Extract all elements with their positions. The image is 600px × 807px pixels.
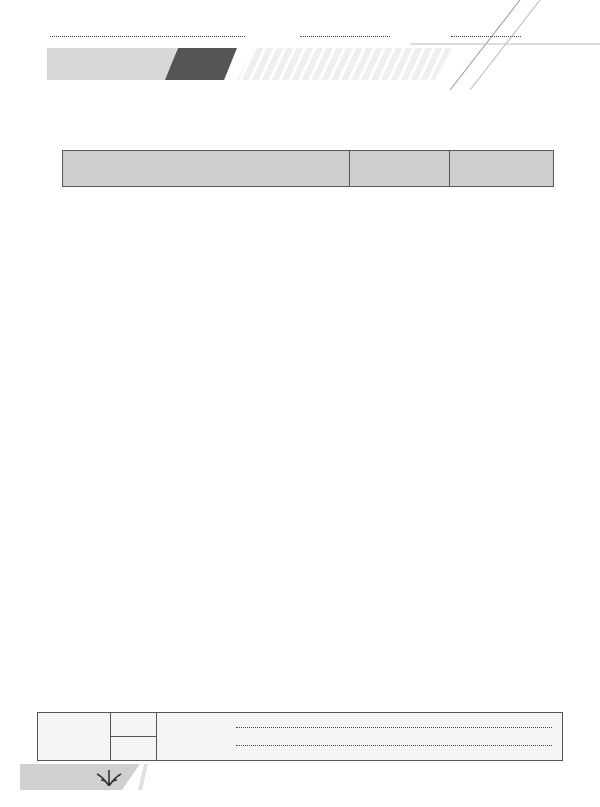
- section-title-box: [47, 48, 177, 80]
- section-header: [47, 48, 447, 80]
- sprout-icon: [95, 768, 123, 786]
- level-label: [38, 713, 111, 760]
- class-field[interactable]: [300, 26, 390, 37]
- level-cell: [110, 737, 156, 760]
- header-situation: [63, 151, 350, 187]
- assessment-footer: [37, 712, 563, 761]
- situation-table: [62, 150, 554, 187]
- header-happy: [350, 151, 450, 187]
- skill-code-cell: [110, 713, 156, 737]
- page-stripe: [138, 764, 148, 790]
- section-number: [165, 48, 237, 80]
- name-line[interactable]: [50, 27, 245, 37]
- name-field[interactable]: [50, 26, 245, 37]
- teacher-note-line-1[interactable]: [236, 727, 552, 728]
- page-footer: [0, 764, 600, 790]
- header-sad: [450, 151, 554, 187]
- class-line[interactable]: [300, 27, 390, 37]
- level-codes: [110, 713, 157, 760]
- teacher-note-line-2[interactable]: [236, 745, 552, 746]
- header-stripes: [237, 48, 452, 80]
